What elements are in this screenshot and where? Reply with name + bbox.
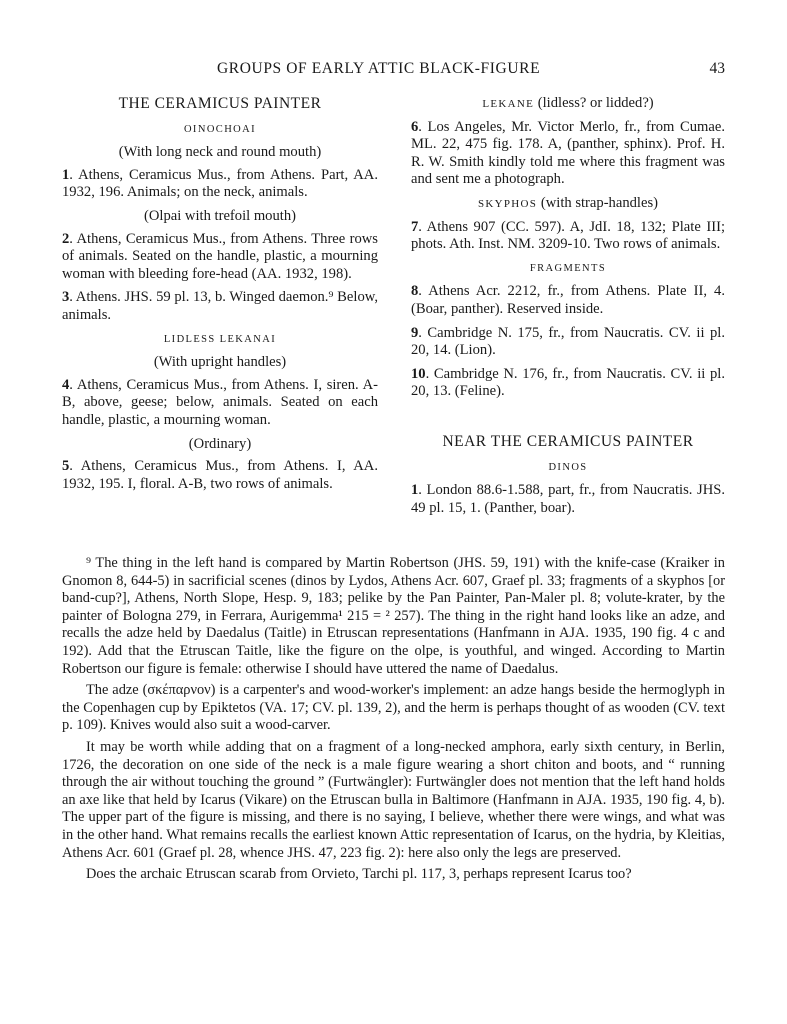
catalogue-entry-1 [62, 167, 378, 202]
catalogue-entry-8 [411, 283, 725, 318]
subheading-long-neck: (With long neck and round mouth) [118, 144, 322, 161]
running-title: GROUPS OF EARLY ATTIC BLACK-FIGURE [217, 60, 541, 77]
shape-heading-oinochoai: OINOCHOAI [183, 123, 257, 135]
subheading-upright-handles: (With upright handles) [153, 354, 287, 371]
catalogue-entry-3 [62, 289, 378, 324]
footnote-paragraph-4: Does the archaic Etruscan scarab from Orvieto, Tarchi pl. 117, 3, perhaps represent Icarus too? [86, 866, 632, 883]
entry-number: 2 [62, 230, 70, 247]
entry-text: . Athens. JHS. 59 pl. 13, b. Winged daemon.⁹ Below, animals. [62, 289, 378, 323]
entry-text: . Athens, Ceramicus Mus., from Athens. I, siren. A-B, above, geese; below, animals. Seated on each handle, plastic, a mourning woman. [62, 376, 378, 428]
shape-word-lekane: LEKANE [482, 98, 535, 110]
catalogue-entry-9 [411, 325, 725, 360]
subheading-skyphos [411, 195, 725, 214]
entry-text: . Athens, Ceramicus Mus., from Athens. Three rows of animals. Seated on the handle, plastic, a mourning woman with bleeding fore-head (AA. 1932, 198). [62, 230, 378, 282]
catalogue-entry-4 [62, 377, 378, 430]
entry-text: . Athens, Ceramicus Mus., from Athens. I, AA. 1932, 195. I, floral. A-B, two rows of animals. [62, 458, 378, 492]
section-title-ceramicus-painter: THE CERAMICUS PAINTER [118, 95, 322, 112]
catalogue-entry-2 [62, 231, 378, 284]
section-title-near-ceramicus: NEAR THE CERAMICUS PAINTER [442, 432, 694, 450]
entry-text: . Cambridge N. 175, fr., from Naucratis. CV. ii pl. 20, 14. (Lion). [411, 324, 725, 359]
spacer [411, 407, 725, 433]
entry-number: 1 [411, 482, 419, 499]
subheading-lekane-rest: (lidless? or lidded?) [534, 95, 654, 111]
entry-text: . Athens, Ceramicus Mus., from Athens. Part, AA. 1932, 196. Animals; on the neck, animals. [62, 166, 378, 201]
entry-number: 1 [62, 166, 70, 183]
left-column [62, 95, 378, 499]
entry-number: 9 [411, 324, 419, 341]
subheading-skyphos-rest: (with strap-handles) [537, 194, 658, 211]
entry-number: 4 [62, 376, 70, 393]
catalogue-entry-5 [62, 458, 378, 493]
catalogue-entry-7 [411, 219, 725, 254]
entry-number: 7 [411, 218, 419, 235]
entry-text: . London 88.6-1.588, part, fr., from Naucratis. JHS. 49 pl. 15, 1. (Panther, boar). [411, 482, 725, 516]
subheading-lekane [411, 95, 725, 114]
entry-number: 3 [62, 289, 70, 306]
entry-text: . Athens 907 (CC. 597). A, JdI. 18, 132; Plate III; phots. Ath. Inst. NM. 3209-10. Two rows of animals. [411, 218, 725, 253]
running-head [0, 60, 787, 84]
catalogue-entry-near-1 [411, 482, 725, 517]
footnote-paragraph-2: The adze (σκέπαρνον) is a carpenter's and wood-worker's implement: an adze hangs beside the hermoglyph in the Copenhagen cup by Epiktetos (VA. 17; CV. pl. 139, 2), and the herm is perhaps thought of as wooden (CV. text p. 109). Knives would also suit a wood-carver. [62, 682, 725, 734]
right-column [411, 95, 725, 523]
shape-heading-dinos: DINOS [548, 461, 588, 473]
subheading-ordinary: (Ordinary) [188, 435, 252, 452]
page-number: 43 [709, 60, 725, 77]
footnote-block [62, 555, 725, 884]
footnote-paragraph-3: It may be worth while adding that on a fragment of a long-necked amphora, early sixth century, in Berlin, 1726, the decoration on one side of the neck is a male figure wearing a short chiton and boots, and “ running through the air without touching the ground ” (Furtwängler): Furtwängler does not mention that the left hand holds an axe like that held by Icarus (Vikare) on the Etruscan bulla in Baltimore (Hanfmann in AJA. 1935, 190 fig. 4, b). The upper part of the figure is missing, and there is no saying, I believe, whether there were wings, and what was in the other hand. What remains recalls the earliest known Attic representation of Icarus, on the hydria, by Kleitias, Athens Acr. 601 (Graef pl. 28, whence JHS. 47, 223 fig. 2): here also only the legs are preserved. [62, 738, 725, 861]
catalogue-entry-6 [411, 119, 725, 189]
subheading-olpai: (Olpai with trefoil mouth) [144, 207, 296, 224]
shape-heading-fragments: FRAGMENTS [529, 262, 607, 274]
footnote-paragraph-1: ⁹ The thing in the left hand is compared by Martin Robertson (JHS. 59, 191) with the knife-case (Kraiker in Gnomon 8, 644-5) in sacrificial scenes (dinos by Lydos, Athens Acr. 607, Graef pl. 33; fragments of a skyphos [or band-cup?], Athens, North Slope, Hesp. 9, 183; pelike by the Pan Painter, Pan-Maler pl. 8; volute-krater, by the painter of Bologna 279, in Ferrara, Aurigemma¹ 215 = ² 257). The thing in the right hand looks like an adze, and recalls the adze held by Daedalus (Taitle) in Etruscan representations (Hanfmann in AJA. 1935, 190 fig. 4 c and 192). Add that the Etruscan Taitle, like the figure on the olpe, is youthful, and winged. According to Martin Robertson our figure is female: otherwise I should have uttered the name of Daedalus. [62, 555, 725, 677]
entry-number: 6 [411, 118, 419, 135]
entry-text: . Cambridge N. 176, fr., from Naucratis. CV. ii pl. 20, 13. (Feline). [411, 365, 725, 400]
shape-heading-lidless-lekanai: LIDLESS LEKANAI [163, 333, 277, 345]
entry-text: . Athens Acr. 2212, fr., from Athens. Plate II, 4. (Boar, panther). Reserved inside. [411, 283, 725, 317]
entry-text: . Los Angeles, Mr. Victor Merlo, fr., from Cumae. ML. 22, 475 fig. 178. A, (panther, sphinx). Prof. H. R. W. Smith kindly told me where this fragment was and sent me a photograph. [411, 118, 725, 188]
shape-word-skyphos: SKYPHOS [477, 197, 538, 210]
entry-number: 5 [62, 458, 70, 475]
entry-number: 8 [411, 283, 419, 300]
catalogue-entry-10 [411, 366, 725, 401]
entry-number: 10 [411, 365, 426, 382]
